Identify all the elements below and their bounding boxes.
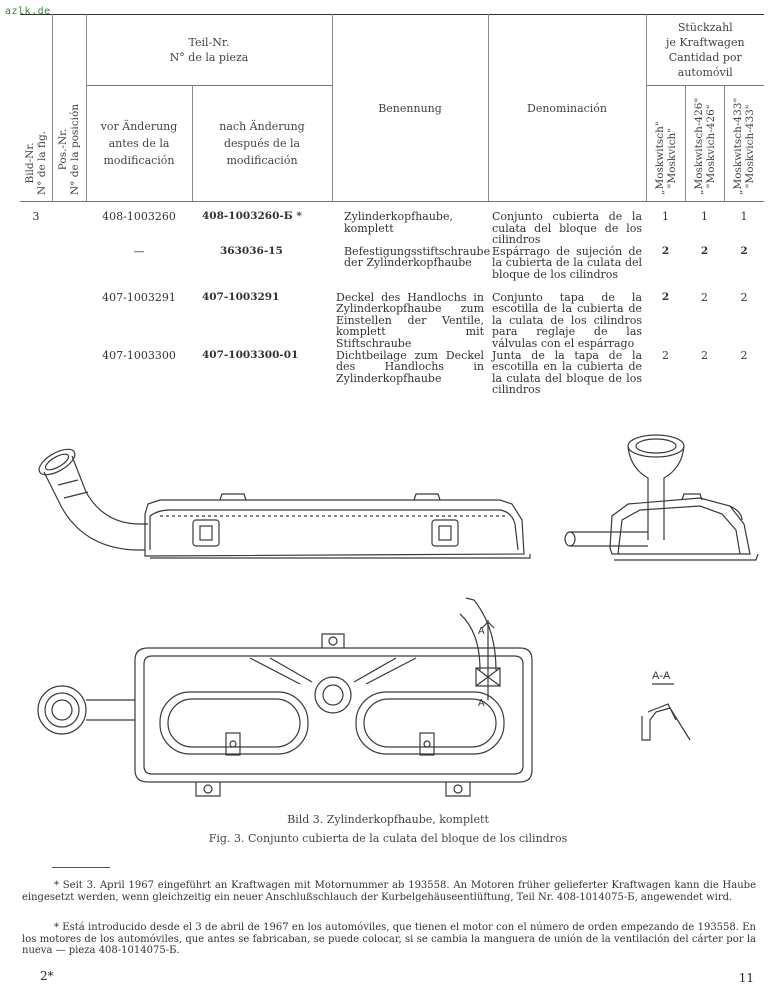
cell-after: 407-1003300-01 bbox=[202, 348, 299, 361]
header-fig: Bild-Nr. N° de la fig. bbox=[20, 15, 52, 202]
plan-view bbox=[38, 598, 532, 796]
cell-before: — bbox=[133, 244, 145, 258]
parts-table bbox=[20, 14, 764, 400]
arrow-label-top: A bbox=[478, 626, 485, 637]
table-row bbox=[20, 202, 764, 246]
footnote-rule bbox=[52, 867, 110, 868]
watermark: azlk.de bbox=[5, 6, 51, 17]
cell-after: 407-1003291 bbox=[202, 290, 280, 303]
cell-q3: 1 bbox=[740, 210, 748, 223]
footnote-de: * Seit 3. April 1967 eingeführt an Kraftwagen mit Motornummer ab 193558. An Motoren früher gelieferter Kraftwagen kann die Haube eingesetzt werden, wenn gleichzeitig ein neuer Anschlußschlauch der Kurbelgehäuseentlüftung, Teil Nr. 408-1014075-Б, angewendet wird. bbox=[22, 880, 756, 903]
cell-before: 407-1003300 bbox=[102, 348, 176, 362]
header-after: nach Änderung después de la modificación bbox=[192, 86, 332, 202]
page-signature: 2* bbox=[40, 969, 54, 983]
table-row bbox=[20, 292, 764, 350]
cell-before: 408-1003260 bbox=[102, 210, 176, 223]
header-denominacion: Denominación bbox=[488, 15, 646, 202]
table-row bbox=[20, 350, 764, 400]
cell-q2: 2 bbox=[700, 244, 709, 257]
cell-denominacion: Conjunto cubierta de la culata del bloque de los cilindros bbox=[492, 210, 643, 246]
cell-denominacion: Espárrago de sujeción de la cubierta de la culata del bloque de los cilindros bbox=[492, 244, 643, 281]
table-row bbox=[20, 246, 764, 292]
cell-after: 408-1003260-Б * bbox=[202, 210, 302, 222]
section-label: A-A bbox=[652, 670, 671, 682]
cell-before: 407-1003291 bbox=[102, 290, 176, 304]
figure-caption-de: Bild 3. Zylinderkopfhaube, komplett bbox=[287, 813, 489, 826]
figure-caption-es: Fig. 3. Conjunto cubierta de la culata del bloque de los cilindros bbox=[208, 832, 568, 845]
header-teil-nr: Teil-Nr. N° de la pieza bbox=[86, 15, 332, 86]
footnote-es: * Está introducido desde el 3 de abril de 1967 en los automóviles, que tienen el motor con el número de orden empezando de 193558. En los motores de los automóviles, que antes se fabricaban, se puede colocar, si se cambia la manguera de unión de la ventilación del cárter por la nueva — pieza 408-1014075-Б. bbox=[22, 922, 756, 956]
cell-benennung: Deckel des Handlochs in Zylinderkopfhaube zum Einstellen der Ventile, komplett mit Stiftschraube bbox=[336, 290, 485, 350]
section-a-a bbox=[642, 684, 690, 740]
cell-q1: 1 bbox=[662, 210, 670, 223]
cell-fig: 3 bbox=[32, 210, 40, 223]
cell-q2: 2 bbox=[701, 290, 709, 304]
cylinder-head-cover-drawing bbox=[0, 420, 776, 800]
cell-q1: 2 bbox=[661, 290, 670, 303]
cell-q3: 2 bbox=[740, 290, 748, 304]
header-quantity: Stückzahl je Kraftwagen Cantidad por automóvil bbox=[646, 15, 764, 86]
cell-q2: 2 bbox=[701, 348, 709, 362]
cell-denominacion: Conjunto tapa de la escotilla de la cubierta de la culata de los cilindros para reglaje de las válvulas con el espárrago bbox=[492, 290, 643, 350]
arrow-label-bottom: A bbox=[478, 698, 485, 709]
header-benennung: Benennung bbox=[332, 15, 488, 202]
header-qty-426: „Moskwitsch-426" "Moskvich-426" bbox=[685, 86, 724, 202]
cell-benennung: Befestigungsstiftschraube der Zylinderkopfhaube bbox=[344, 244, 491, 269]
header-qty-433: „Moskwitsch-433" "Moskvich-433" bbox=[724, 86, 764, 202]
cell-q2: 1 bbox=[701, 210, 709, 223]
cell-q3: 2 bbox=[740, 348, 748, 362]
header-qty-moskvich: „Moskwitsch" "Moskvich" bbox=[646, 86, 685, 202]
cell-after: 363036-15 bbox=[220, 244, 283, 257]
cell-benennung: Dichtbeilage zum Deckel des Handlochs in Zylinderkopfhaube bbox=[336, 348, 485, 385]
page-number: 11 bbox=[738, 971, 754, 985]
cell-benennung: Zylinderkopfhaube, komplett bbox=[344, 210, 453, 235]
header-before: vor Änderung antes de la modificación bbox=[86, 86, 192, 202]
side-view bbox=[35, 444, 530, 558]
cell-q1: 2 bbox=[661, 244, 670, 257]
cell-q3: 2 bbox=[740, 244, 748, 257]
header-pos: Pos.-Nr. N° de la posición bbox=[52, 15, 86, 202]
cell-q1: 2 bbox=[662, 348, 670, 362]
end-view bbox=[565, 435, 758, 560]
cell-denominacion: Junta de la tapa de la escotilla en la cubierta de la culata del bloque de los cilindros bbox=[492, 348, 643, 396]
